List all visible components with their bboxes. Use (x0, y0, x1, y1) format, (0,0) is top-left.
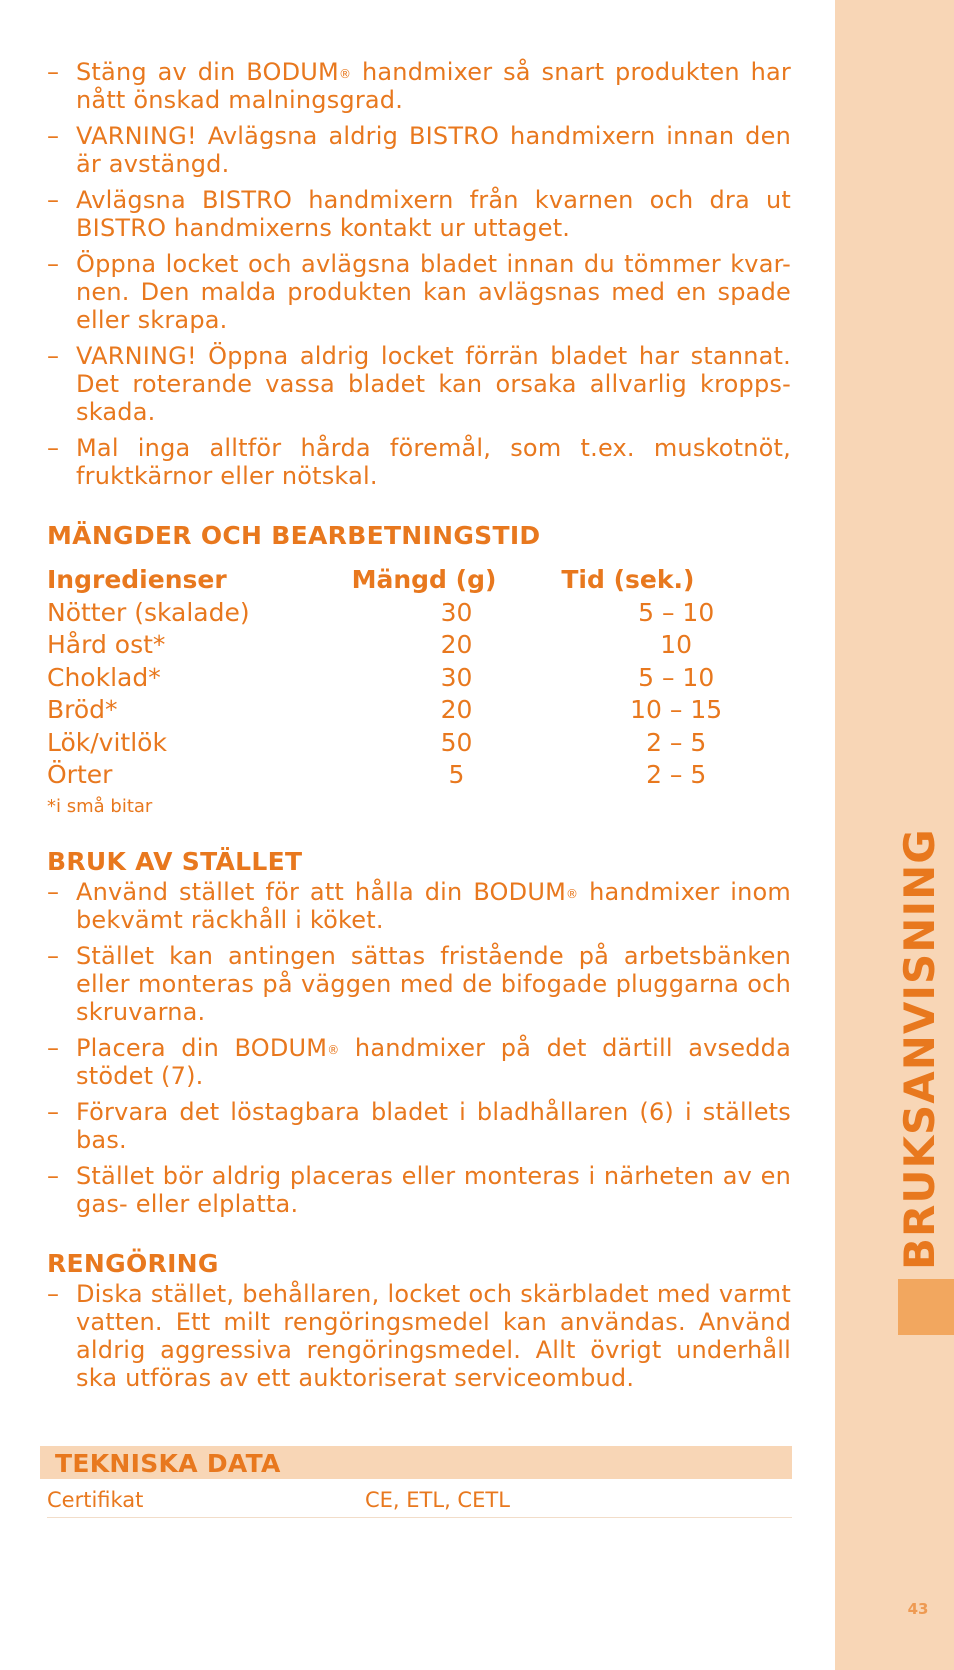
table-row (47, 727, 791, 760)
table-cell: 50 (440, 727, 473, 757)
sidebar-section-label: BRUKSANVISNING (895, 828, 944, 1270)
registered-mark: ® (338, 67, 352, 81)
list-item: – Placera din BODUM® handmixer på det därtill avsedda stödet (7). (47, 1034, 791, 1090)
table-cell: 30 (440, 662, 473, 692)
table-cell: 5 – 10 (638, 597, 715, 627)
list-item: – Stäng av din BODUM® handmixer så snart produkten har nått önskad malningsgrad. (47, 58, 791, 114)
list-item: – Diska stället, behållaren, locket och skärbladet med varmt vatten. Ett milt rengöringsmedel kan användas. Använd aldrig aggressiva rengöringsmedel. Allt övrigt underhåll ska utföras av ett auktoriserat serviceombud. (47, 1280, 791, 1392)
table-cell: 2 – 5 (646, 760, 707, 789)
table-cell: Bröd* (47, 695, 118, 724)
section-heading-rengoring: RENGÖRING (47, 1248, 219, 1278)
list-item: – VARNING! Öppna aldrig locket förrän bladet har stannat. Det roterande vassa bladet kan orsaka allvarlig kropps-skada. (47, 342, 791, 426)
list-item: – Stället kan antingen sättas fristående på arbetsbänken eller monteras på väggen med de bifogade pluggarna och skruvarna. (47, 942, 791, 1026)
footnote: *i små bitar (47, 795, 153, 817)
table-cell: 30 (440, 597, 473, 627)
column-header: Tid (sek.) (561, 565, 695, 594)
intro-list (47, 58, 791, 490)
bruk-list (47, 878, 791, 1218)
technical-data-heading: TEKNISKA DATA (40, 1446, 792, 1479)
list-item: – Stället bör aldrig placeras eller monteras i närheten av en gas- eller elplatta. (47, 1162, 791, 1218)
technical-data-label: Certifikat (47, 1488, 144, 1512)
list-item: – Avlägsna BISTRO handmixern från kvarnen och dra ut BISTRO handmixerns kontakt ur uttaget. (47, 186, 791, 242)
page-content (47, 58, 791, 1400)
technical-data-value: CE, ETL, CETL (365, 1488, 510, 1512)
list-item: – Mal inga alltför hårda föremål, som t.ex. muskotnöt, fruktkärnor eller nötskal. (47, 434, 791, 490)
table-cell: 10 – 15 (630, 695, 723, 724)
table-cell: 5 – 10 (638, 662, 715, 692)
column-header: Mängd (g) (351, 565, 497, 594)
table-cell: 20 (440, 695, 473, 724)
table-cell: Hård ost* (47, 630, 166, 659)
list-item: – VARNING! Avlägsna aldrig BISTRO handmixern innan den är avstängd. (47, 122, 791, 178)
table-cell: Lök/vitlök (47, 727, 167, 757)
technical-data (40, 1446, 792, 1518)
list-item: – Använd stället för att hålla din BODUM® handmixer inom bekvämt räckhåll i köket. (47, 878, 791, 934)
section-heading-bruk: BRUK AV STÄLLET (47, 846, 303, 876)
table-row (47, 629, 791, 662)
list-item: – Öppna locket och avlägsna bladet innan du tömmer kvar-nen. Den malda produkten kan avlägsnas med en spade eller skrapa. (47, 250, 791, 334)
table-cell: 10 (660, 630, 693, 659)
table-row (47, 662, 791, 695)
table-cell: 5 (448, 760, 465, 789)
ingredients-table (47, 564, 791, 792)
table-cell: 2 – 5 (646, 727, 707, 757)
list-item: – Förvara det löstagbara bladet i bladhållaren (6) i ställets bas. (47, 1098, 791, 1154)
page-number: 43 (907, 1600, 929, 1618)
table-row (47, 759, 791, 792)
table-header-row (47, 564, 791, 597)
registered-mark: ® (566, 886, 579, 901)
registered-mark: ® (327, 1042, 340, 1057)
table-row (47, 597, 791, 630)
table-cell: Örter (47, 760, 113, 789)
section-heading-mangder: MÄNGDER OCH BEARBETNINGSTID (47, 521, 541, 550)
technical-data-row (47, 1485, 792, 1518)
table-cell: Nötter (skalade) (47, 597, 250, 627)
side-tab-marker (898, 1279, 954, 1335)
column-header: Ingredienser (47, 565, 227, 594)
table-cell: Choklad* (47, 662, 161, 692)
table-row (47, 694, 791, 727)
rengoring-list (47, 1280, 791, 1392)
table-cell: 20 (440, 630, 473, 659)
